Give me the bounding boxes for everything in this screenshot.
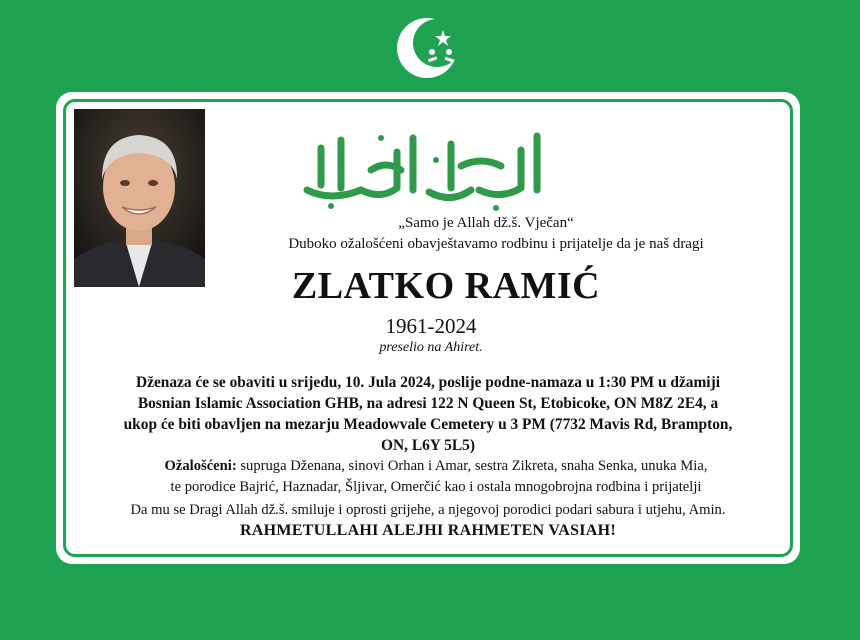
announcement-text: Duboko ožalošćeni obavještavamo rodbinu i prijatelje da je naš dragi <box>288 236 704 252</box>
funeral-line: Bosnian Islamic Association GHB, na adresi 122 N Queen St, Etobicoke, ON M8Z 2E4, a <box>137 395 719 412</box>
funeral-line: ON, L6Y 5L5) <box>381 437 475 454</box>
funeral-line: ukop će biti obavljen na mezarju Meadowvale Cemetery u 3 PM (7732 Mavis Rd, Brampton, <box>123 416 733 433</box>
mourners-line <box>96 456 776 477</box>
crescent-star-icon <box>394 12 466 84</box>
funeral-line: Dženaza će se obaviti u srijedu, 10. Jula 2024, poslije podne-namaza u 1:30 PM u džamiji <box>136 374 720 391</box>
obituary-card <box>56 92 800 564</box>
life-years: 1961-2024 <box>385 314 477 338</box>
prayer-text: Da mu se Dragi Allah dž.š. smiluje i oprosti grijehe, a njegovoj porodici podari sabura i utjehu, Amin. <box>130 502 726 518</box>
portrait-photo <box>74 109 205 287</box>
funeral-details <box>76 372 780 456</box>
arabic-calligraphy <box>301 130 551 212</box>
closing-text: RAHMETULLAHI ALEJHI RAHMETEN VASIAH! <box>239 522 617 539</box>
mourners-list: supruga Dženana, sinovi Orhan i Amar, sestra Zikreta, snaha Senka, unuka Mia, <box>236 458 708 474</box>
mourners-section <box>96 456 776 498</box>
mourners-label: Ožalošćeni: <box>164 458 237 474</box>
quote-text: „Samo je Allah dž.š. Vječan“ <box>398 215 574 231</box>
passed-text: preselio na Ahiret. <box>379 340 483 355</box>
mourners-line: te porodice Bajrić, Haznadar, Šljivar, Omerčić kao i ostala mnogobrojna rodbina i prijatelji <box>170 479 702 495</box>
deceased-name: ZLATKO RAMIĆ <box>291 265 601 307</box>
